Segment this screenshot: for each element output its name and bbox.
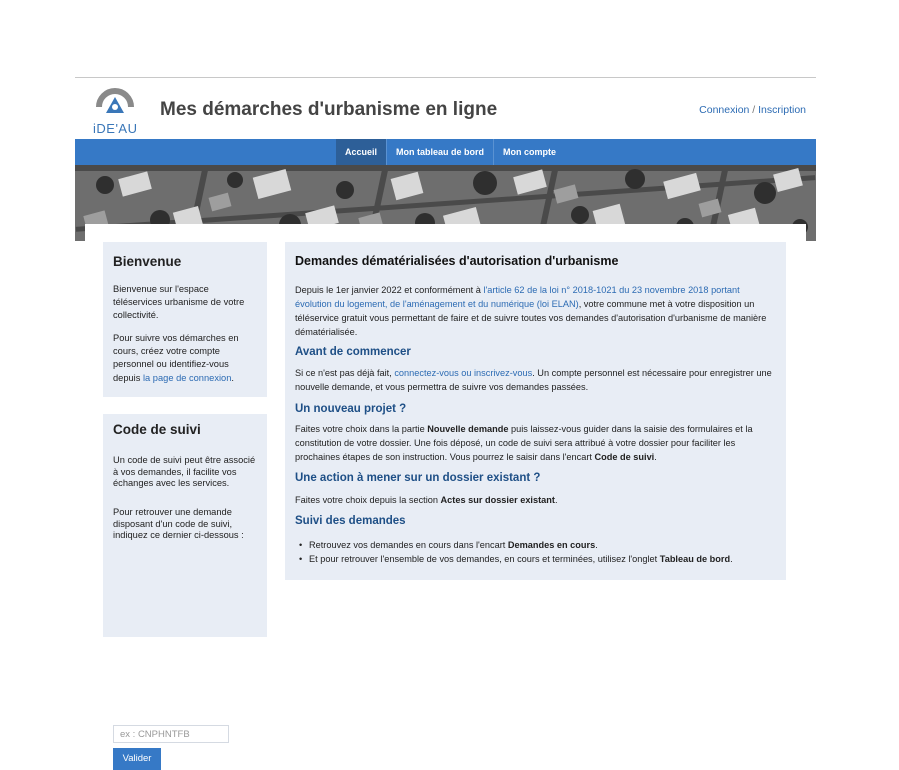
nav-item-home[interactable]: Accueil [336, 139, 387, 165]
tracking-code-title: Code de suivi [113, 422, 201, 437]
auth-links [699, 104, 806, 116]
tracking-list [299, 538, 777, 566]
page [75, 77, 816, 764]
section-before-start-title: Avant de commencer [295, 346, 411, 358]
nav-item-dashboard[interactable]: Mon tableau de bord [387, 139, 494, 165]
register-link[interactable]: Inscription [758, 104, 806, 116]
main-nav [75, 139, 816, 165]
logo[interactable] [93, 83, 137, 137]
main-panel [285, 242, 786, 580]
tracking-code-panel [103, 414, 267, 764]
auth-separator: / [749, 104, 759, 116]
welcome-login-text: Pour suivre vos démarches en cours, créez votre compte personnel ou identifiez-vous depuis la page de connexion. [113, 333, 239, 383]
login-page-link[interactable]: la page de connexion [142, 372, 232, 383]
tracking-code-instructions: Pour retrouver une demande disposant d'un code de suivi, indiquez ce dernier ci-dessous : [113, 507, 244, 540]
section-new-project-title: Un nouveau projet ? [295, 403, 407, 415]
login-register-link[interactable]: connectez-vous ou inscrivez-vous [394, 368, 533, 378]
welcome-text: Bienvenue sur l'espace téléservices urbanisme de votre collectivité. [113, 284, 245, 321]
logo-text: iDE'AU [93, 121, 138, 136]
section-new-project-text: Faites votre choix dans la partie Nouvelle demande puis laissez-vous guider dans la saisie des formulaires et la constitution de votre dossier. Une fois déposé, un code de suivi sera attribué à votre dossier pour faciliter les prochaines étapes de son instruction. Vous pourrez le saisir dans l'encart Code de suivi. [295, 424, 753, 462]
section-existing-file-title: Une action à mener sur un dossier existant ? [295, 472, 541, 484]
login-link[interactable]: Connexion [699, 104, 750, 116]
law-article-link[interactable]: l'article 62 de la loi n° 2018-1021 du 23 novembre 2018 portant évolution du logement, de l'aménagement et du numérique (loi ELAN) [295, 285, 740, 309]
list-item: • Et pour retrouver l'ensemble de vos demandes, en cours et terminées, utilisez l'onglet Tableau de bord. [299, 552, 777, 566]
nav-item-account[interactable]: Mon compte [503, 147, 557, 157]
logo-icon [93, 83, 137, 123]
tracking-code-input[interactable] [113, 725, 229, 743]
site-header [75, 78, 816, 139]
validate-button[interactable]: Valider [113, 748, 161, 770]
page-title: Mes démarches d'urbanisme en ligne [160, 99, 498, 120]
main-title: Demandes dématérialisées d'autorisation d'urbanisme [295, 254, 619, 268]
intro-text: Depuis le 1er janvier 2022 et conformément à l'article 62 de la loi n° 2018-1021 du 23 novembre 2018 portant évolution du logement, de l'aménagement et du numérique (loi ELAN), votre commune met à votre disposition un téléservice gratuit vous permettant de faire et de suivre toutes vos demandes d'autorisation d'urbanisme de manière dématérialisée. [295, 285, 767, 337]
section-before-start-text: Si ce n'est pas déjà fait, connectez-vous ou inscrivez-vous. Un compte personnel est nécessaire pour enregistrer une nouvelle demande, et vous permettra de suivre vos demandes passées. [295, 368, 772, 392]
section-tracking-title: Suivi des demandes [295, 515, 406, 527]
section-existing-file-text: Faites votre choix depuis la section Actes sur dossier existant. [295, 495, 558, 505]
list-item: • Retrouvez vos demandes en cours dans l'encart Demandes en cours. [299, 538, 777, 552]
welcome-title: Bienvenue [113, 254, 182, 269]
welcome-panel [103, 242, 267, 397]
tracking-code-text: Un code de suivi peut être associé à vos demandes, il facilite vos échanges avec les services. [113, 455, 256, 488]
